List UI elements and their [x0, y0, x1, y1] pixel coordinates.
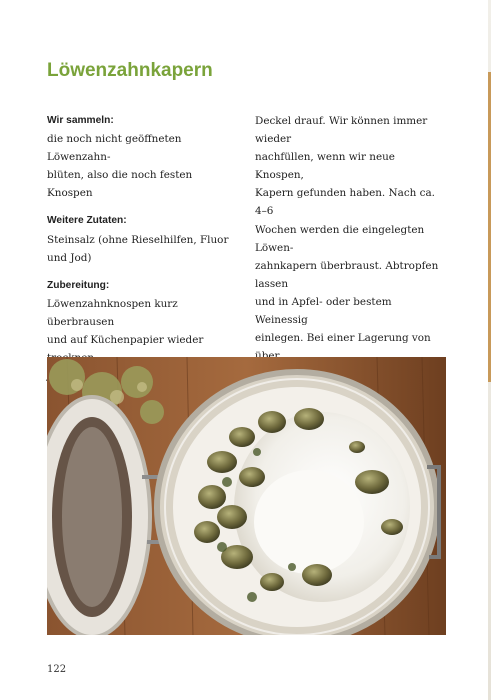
page-number: 122: [47, 664, 67, 675]
body-line: einlegen. Bei einer Lagerung von: [255, 332, 431, 345]
body-line: Deckel drauf. Wir können immer wieder: [255, 115, 428, 146]
zutaten-line: Steinsalz (ohne Rieselhilfen, Fluor: [47, 233, 229, 246]
sammeln-line: blüten, also die noch festen Knospen: [47, 169, 193, 200]
recipe-title: Löwenzahnkapern: [47, 60, 213, 81]
body-line: und in Apfel- oder bestem Weinessig: [255, 295, 392, 327]
body-line: zahnkapern überbraust. Abtropfen lassen: [255, 259, 439, 290]
zutaten-line: und Jod): [47, 251, 92, 264]
body-line: Wochen werden die eingelegten Löwen-: [255, 223, 425, 254]
zutaten-heading: Weitere Zutaten:: [47, 215, 127, 227]
sammeln-heading: Wir sammeln:: [47, 115, 114, 126]
body-line: Kapern gefunden haben. Nach ca. 4–6: [255, 187, 435, 218]
zubereitung-line: Löwenzahnknospen kurz überbrausen: [47, 297, 178, 328]
recipe-photo: [47, 357, 446, 635]
jar-illustration: [47, 357, 446, 635]
sammeln-line: die noch nicht geöffneten Löwenzahn-: [47, 133, 182, 164]
zubereitung-heading: Zubereitung:: [47, 279, 110, 291]
body-line: nachfüllen, wenn wir neue Knospen,: [255, 151, 395, 182]
zubereitung-line: und auf Küchenpapier wieder: [47, 334, 204, 347]
